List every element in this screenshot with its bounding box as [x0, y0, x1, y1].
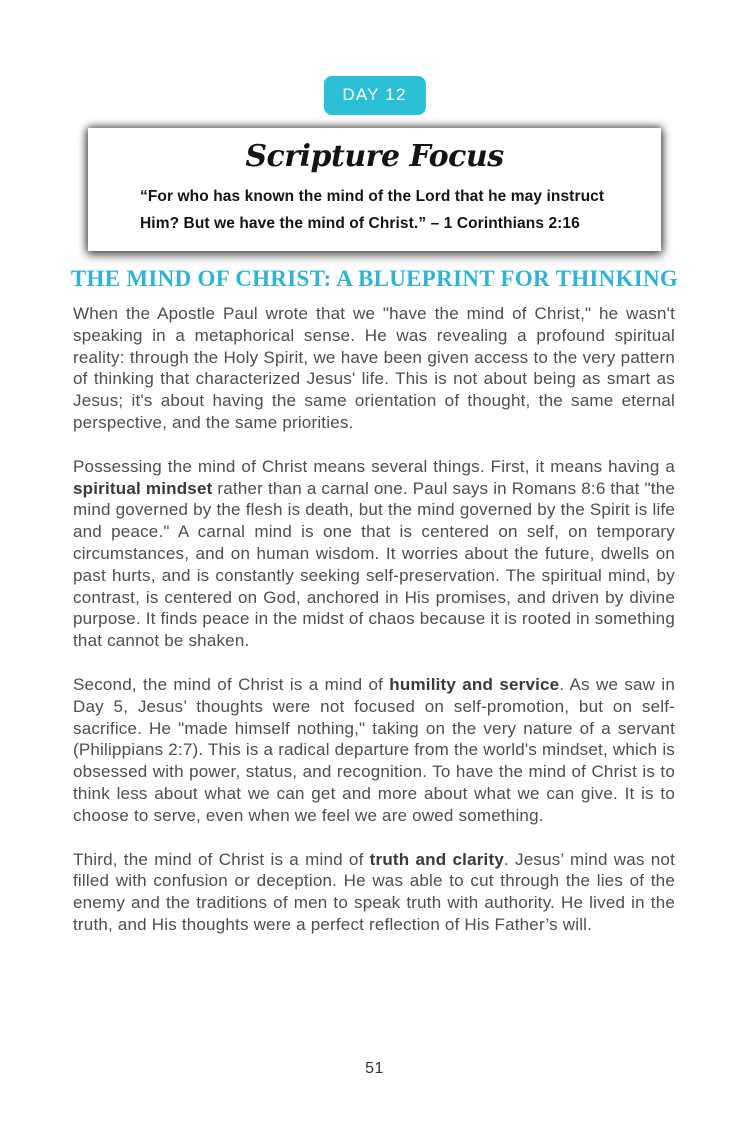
- paragraph-text: Possessing the mind of Christ means several things. First, it means having a: [73, 456, 675, 476]
- scripture-quote-line: “For who has known the mind of the Lord that he may instruct: [140, 188, 605, 205]
- article-body: [73, 303, 675, 958]
- paragraph-text: . Jesus’ mind was not filled with confusion or deception. He was able to cut through the lies of the enemy and the traditions of men to speak truth with authority. He lived in the truth, and His thoughts were a perfect reflection of His Father’s will.: [73, 849, 675, 934]
- scripture-quote: [140, 183, 621, 237]
- body-paragraph: [73, 303, 675, 434]
- paragraph-bold-phrase: truth and clarity: [369, 849, 504, 869]
- paragraph-text: . As we saw in Day 5, Jesus’ thoughts were not focused on self-promotion, but on self-sacrifice. He "made himself nothing," taking on the very nature of a servant (Philippians 2:7). This is a radical departure from the world's mindset, which is obsessed with power, status, and recognition. To have the mind of Christ is to think less about what we can get and more about what we can give. It is to choose to serve, even when we feel we are owed something.: [73, 674, 675, 825]
- body-paragraph: [73, 456, 675, 652]
- scripture-focus-box: [88, 128, 661, 251]
- day-badge: DAY 12: [323, 76, 425, 115]
- paragraph-bold-phrase: spiritual mindset: [73, 478, 213, 498]
- article-heading: THE MIND OF CHRIST: A BLUEPRINT FOR THINKING: [70, 266, 679, 291]
- paragraph-text: Second, the mind of Christ is a mind of: [73, 674, 390, 694]
- scripture-quote-line: Him? But we have the mind of Christ.” – 1 Corinthians 2:16: [140, 215, 580, 232]
- scripture-focus-title: Scripture Focus: [245, 139, 504, 174]
- paragraph-text: rather than a carnal one. Paul says in Romans 8:6 that "the mind governed by the flesh is death, but the mind governed by the Spirit is life and peace." A carnal mind is one that is centered on self, on temporary circumstances, and on human wisdom. It worries about the future, dwells on past hurts, and is constantly seeking self-preservation. The spiritual mind, by contrast, is centered on God, anchored in His promises, and driven by divine purpose. It finds peace in the midst of chaos because it is rooted in something that cannot be shaken.: [73, 478, 675, 651]
- paragraph-bold-phrase: humility and service: [389, 674, 560, 694]
- paragraph-text: When the Apostle Paul wrote that we "have the mind of Christ," he wasn't speaking in a metaphorical sense. He was revealing a profound spiritual reality: through the Holy Spirit, we have been given access to the very pattern of thinking that characterized Jesus' life. This is not about being as smart as Jesus; it's about having the same orientation of thought, the same eternal perspective, and the same priorities.: [73, 304, 675, 432]
- page-number: 51: [365, 1060, 384, 1077]
- body-paragraph: [73, 849, 675, 936]
- body-paragraph: [73, 674, 675, 827]
- paragraph-text: Third, the mind of Christ is a mind of: [73, 849, 370, 869]
